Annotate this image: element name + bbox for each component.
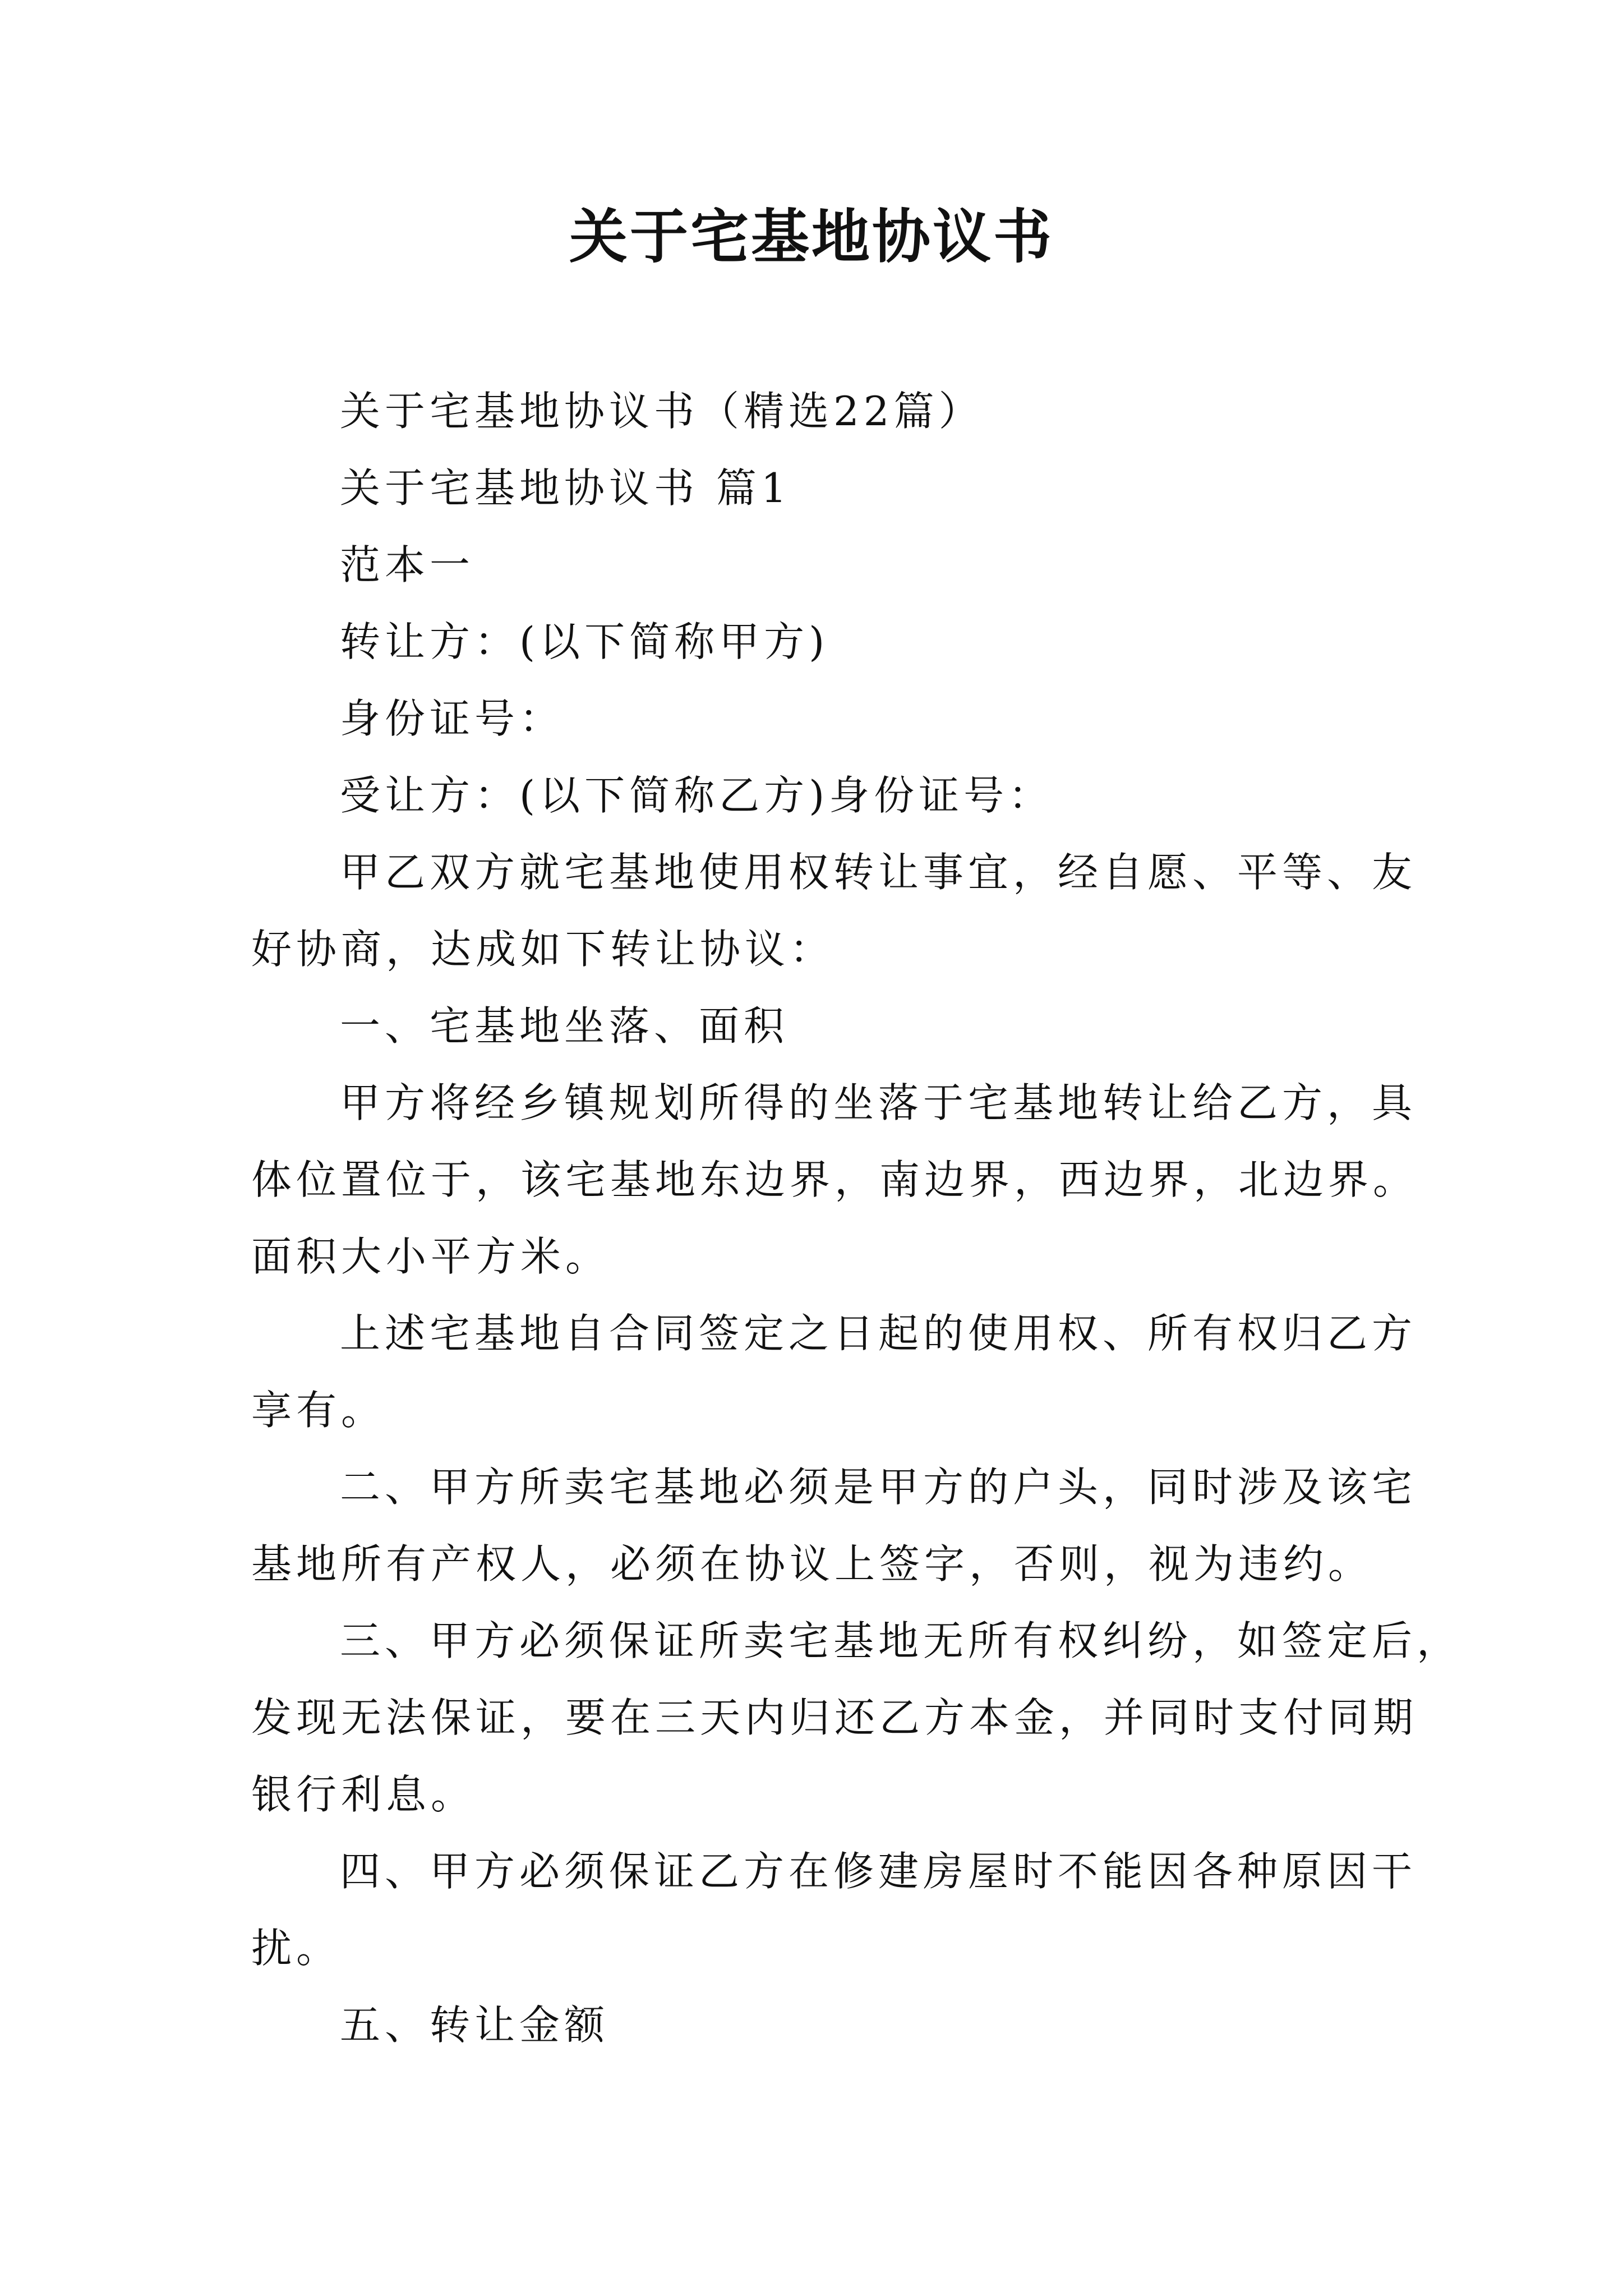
paragraph-line: 面积大小平方米。 — [251, 1233, 611, 1280]
paragraph-line: 二、甲方所卖宅基地必须是甲方的户头，同时涉及该宅 — [340, 1464, 1417, 1511]
paragraph-line: 甲方将经乡镇规划所得的坐落于宅基地转让给乙方，具 — [340, 1079, 1417, 1126]
paragraph-line: 范本一 — [340, 541, 475, 588]
paragraph-line: 转让方：(以下简称甲方) — [340, 618, 829, 665]
document-title: 关于宅基地协议书 — [569, 202, 1054, 271]
paragraph-line: 好协商，达成如下转让协议： — [251, 926, 835, 973]
paragraph-line: 受让方：(以下简称乙方)身份证号： — [340, 772, 1054, 819]
paragraph-line: 享有。 — [251, 1387, 386, 1434]
paragraph-line: 四、甲方必须保证乙方在修建房屋时不能因各种原因干 — [340, 1848, 1417, 1895]
document-body — [251, 373, 1462, 2064]
paragraph-line: 关于宅基地协议书 篇1 — [340, 464, 791, 512]
paragraph-line: 发现无法保证，要在三天内归还乙方本金，并同时支付同期 — [251, 1694, 1418, 1741]
paragraph-line: 关于宅基地协议书（精选22篇） — [340, 388, 984, 435]
paragraph-line: 上述宅基地自合同签定之日起的使用权、所有权归乙方 — [340, 1310, 1417, 1357]
paragraph-line: 甲乙双方就宅基地使用权转让事宜，经自愿、平等、友 — [340, 849, 1417, 896]
paragraph-line: 扰。 — [251, 1925, 342, 1972]
paragraph-line: 一、宅基地坐落、面积 — [340, 1002, 789, 1050]
paragraph-line: 身份证号： — [340, 695, 565, 742]
paragraph-line: 三、甲方必须保证所卖宅基地无所有权纠纷，如签定后， — [340, 1617, 1462, 1664]
paragraph-line: 五、转让金额 — [340, 2001, 610, 2049]
paragraph-line: 基地所有产权人，必须在协议上签字，否则，视为违约。 — [251, 1540, 1373, 1588]
paragraph-line: 体位置位于，该宅基地东边界，南边界，西边界，北边界。 — [251, 1156, 1418, 1203]
paragraph-line: 银行利息。 — [251, 1771, 476, 1818]
